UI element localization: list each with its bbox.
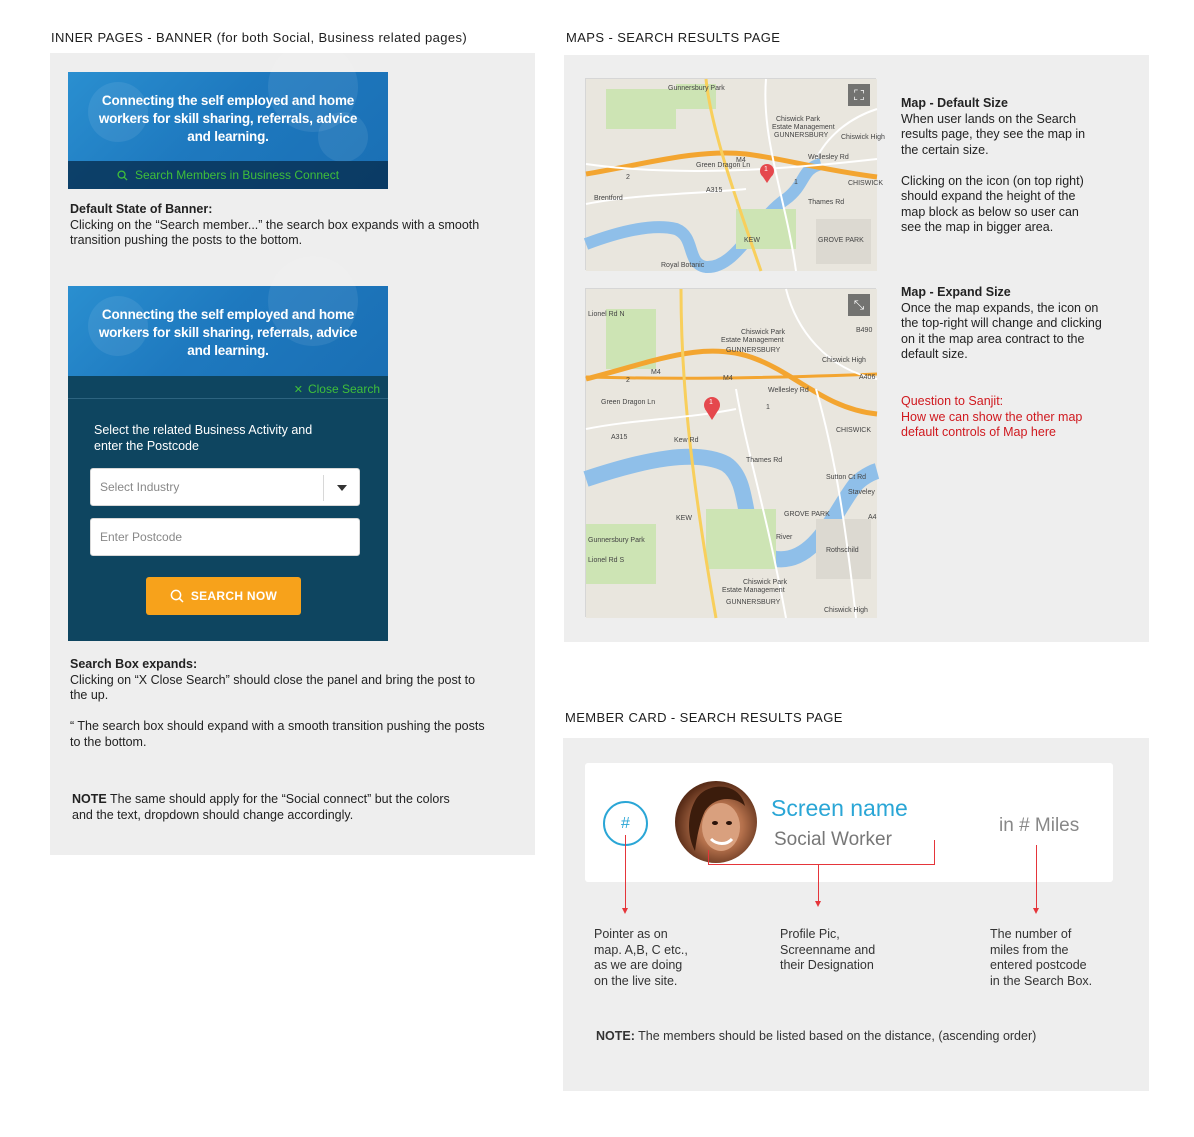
map-label: Estate Management xyxy=(772,124,835,131)
map-label: 2 xyxy=(626,174,630,181)
banner-spec-panel xyxy=(50,53,535,855)
map-label: GUNNERSBURY xyxy=(726,599,781,606)
screen-name[interactable]: Screen name xyxy=(771,795,908,821)
postcode-input[interactable]: Enter Postcode xyxy=(90,518,360,556)
map-label: Chiswick High xyxy=(822,357,866,364)
search-panel xyxy=(68,376,388,641)
caption-miles: The number of miles from the entered postcode in the Search Box. xyxy=(990,927,1093,988)
caption-profile: Profile Pic, Screenname and their Designation xyxy=(780,927,876,972)
map-pointer-badge: # xyxy=(603,801,648,846)
map-label: A4 xyxy=(868,514,877,521)
map-label: CHISWICK xyxy=(836,427,871,434)
map-label: GROVE PARK xyxy=(784,511,830,518)
map-label: Estate Management xyxy=(722,587,785,594)
map-default[interactable] xyxy=(585,78,885,270)
member-card-panel xyxy=(563,738,1149,1091)
map-label: Estate Management xyxy=(721,337,784,344)
search-members-bar[interactable] xyxy=(68,161,388,189)
map-label: Green Dragon Ln xyxy=(696,162,751,169)
map-label: Lionel Rd N xyxy=(588,311,625,318)
map-label: 1 xyxy=(794,179,798,186)
map-label: Wellesley Rd xyxy=(808,154,849,161)
banner-tagline-expanded: Connecting the self employed and home workers for skill sharing, referrals, advice and learning. xyxy=(98,307,358,358)
caret-down-icon xyxy=(337,485,347,491)
map-label: Chiswick High xyxy=(841,134,885,141)
map-default-description: Map - Default Size When user lands on the Search results page, they see the map in the certain size. Clicking on the icon (on top right) should expand the height of the map block as below so user can see the map in bigger area. xyxy=(901,96,1086,234)
map-label: Chiswick Park xyxy=(743,579,787,586)
map-label: KEW xyxy=(676,515,692,522)
map-label: Sutton Ct Rd xyxy=(826,474,867,481)
banner-expanded-header xyxy=(68,286,388,376)
avatar-icon xyxy=(675,781,757,863)
map-label: Staveley xyxy=(848,489,875,496)
map-label: M4 xyxy=(736,157,746,164)
industry-select[interactable]: Select Industry xyxy=(90,468,360,506)
map-label: A406 xyxy=(859,374,876,381)
expand-description: Search Box expands: Clicking on “X Close Search” should close the panel and bring the post to the up. “ The search box should expand with a smooth transition pushing the posts to the bottom. xyxy=(70,657,485,749)
map-label: River xyxy=(776,534,793,541)
map-label: Green Dragon Ln xyxy=(601,399,656,406)
question-note: Question to Sanjit: How we can show the other map default controls of Map here xyxy=(901,394,1083,439)
map-label: KEW xyxy=(744,237,760,244)
banner-expanded xyxy=(68,286,388,641)
banner-note: NOTE The same should apply for the “Social connect” but the colors and the text, dropdown should change accordingly. xyxy=(72,792,450,822)
map-label: 2 xyxy=(626,377,630,384)
close-search-button[interactable]: ✕ Close Search xyxy=(293,382,380,396)
map-label: Rothschild xyxy=(826,547,859,554)
map-label: Kew Rd xyxy=(674,437,699,444)
search-icon xyxy=(117,170,128,181)
search-now-button[interactable]: SEARCH NOW xyxy=(146,577,301,615)
map-label: GUNNERSBURY xyxy=(774,132,829,139)
map-label: A315 xyxy=(611,434,628,441)
map-pin-label: 1 xyxy=(764,166,768,173)
map-label: Chiswick Park xyxy=(776,116,820,123)
map-label: Royal Botanic xyxy=(661,262,705,269)
distance-miles: in # Miles xyxy=(999,815,1080,836)
map-label: Chiswick Park xyxy=(741,329,785,336)
map-label: GUNNERSBURY xyxy=(726,347,781,354)
map-label: B490 xyxy=(856,327,873,334)
section-title-maps: MAPS - SEARCH RESULTS PAGE xyxy=(566,30,781,45)
select-prompt: Select the related Business Activity and enter the Postcode xyxy=(94,423,313,453)
close-icon: ✕ xyxy=(293,383,303,396)
map-label: Brentford xyxy=(594,195,623,202)
map-expand-description: Map - Expand Size Once the map expands, the icon on the top-right will change and clicking on it the map area contract to the default size. xyxy=(901,285,1102,361)
map-label: Gunnersbury Park xyxy=(588,537,645,544)
map-label: A315 xyxy=(706,187,723,194)
map-label: CHISWICK xyxy=(848,180,883,187)
search-icon xyxy=(170,589,184,603)
default-state-description: Default State of Banner: Clicking on the “Search member...” the search box expands with a smooth transition pushing the posts to the bottom. xyxy=(70,202,480,247)
banner-default xyxy=(68,72,388,189)
map-pin-label: 1 xyxy=(709,399,713,406)
banner-tagline: Connecting the self employed and home workers for skill sharing, referrals, advice and learning. xyxy=(98,93,358,144)
map-label: 1 xyxy=(766,404,770,411)
map-label: M4 xyxy=(651,369,661,376)
map-label: Chiswick High xyxy=(824,607,868,614)
map-label: Gunnersbury Park xyxy=(668,85,725,92)
dropdown-toggle[interactable] xyxy=(323,475,359,501)
member-card-note: NOTE: The members should be listed based on the distance, (ascending order) xyxy=(596,1029,1037,1043)
section-title-member-card: MEMBER CARD - SEARCH RESULTS PAGE xyxy=(565,710,843,725)
designation: Social Worker xyxy=(774,829,892,850)
collapse-map-icon[interactable]: ⤡ xyxy=(853,297,865,312)
map-label: GROVE PARK xyxy=(818,237,864,244)
caption-pointer: Pointer as on map. A,B, C etc., as we are doing on the live site. xyxy=(594,927,688,988)
search-members-label: Search Members in Business Connect xyxy=(134,168,340,182)
section-title-banner: INNER PAGES - BANNER (for both Social, Business related pages) xyxy=(51,30,468,45)
map-label: Wellesley Rd xyxy=(768,387,809,394)
maps-spec-panel xyxy=(564,55,1149,642)
map-label: Thames Rd xyxy=(746,457,783,464)
profile-avatar xyxy=(675,781,757,863)
map-label: Lionel Rd S xyxy=(588,557,625,564)
map-label: Thames Rd xyxy=(808,199,845,206)
map-expanded[interactable] xyxy=(585,288,876,617)
map-label: M4 xyxy=(723,375,733,382)
expand-map-icon[interactable]: ⛶ xyxy=(854,86,864,103)
